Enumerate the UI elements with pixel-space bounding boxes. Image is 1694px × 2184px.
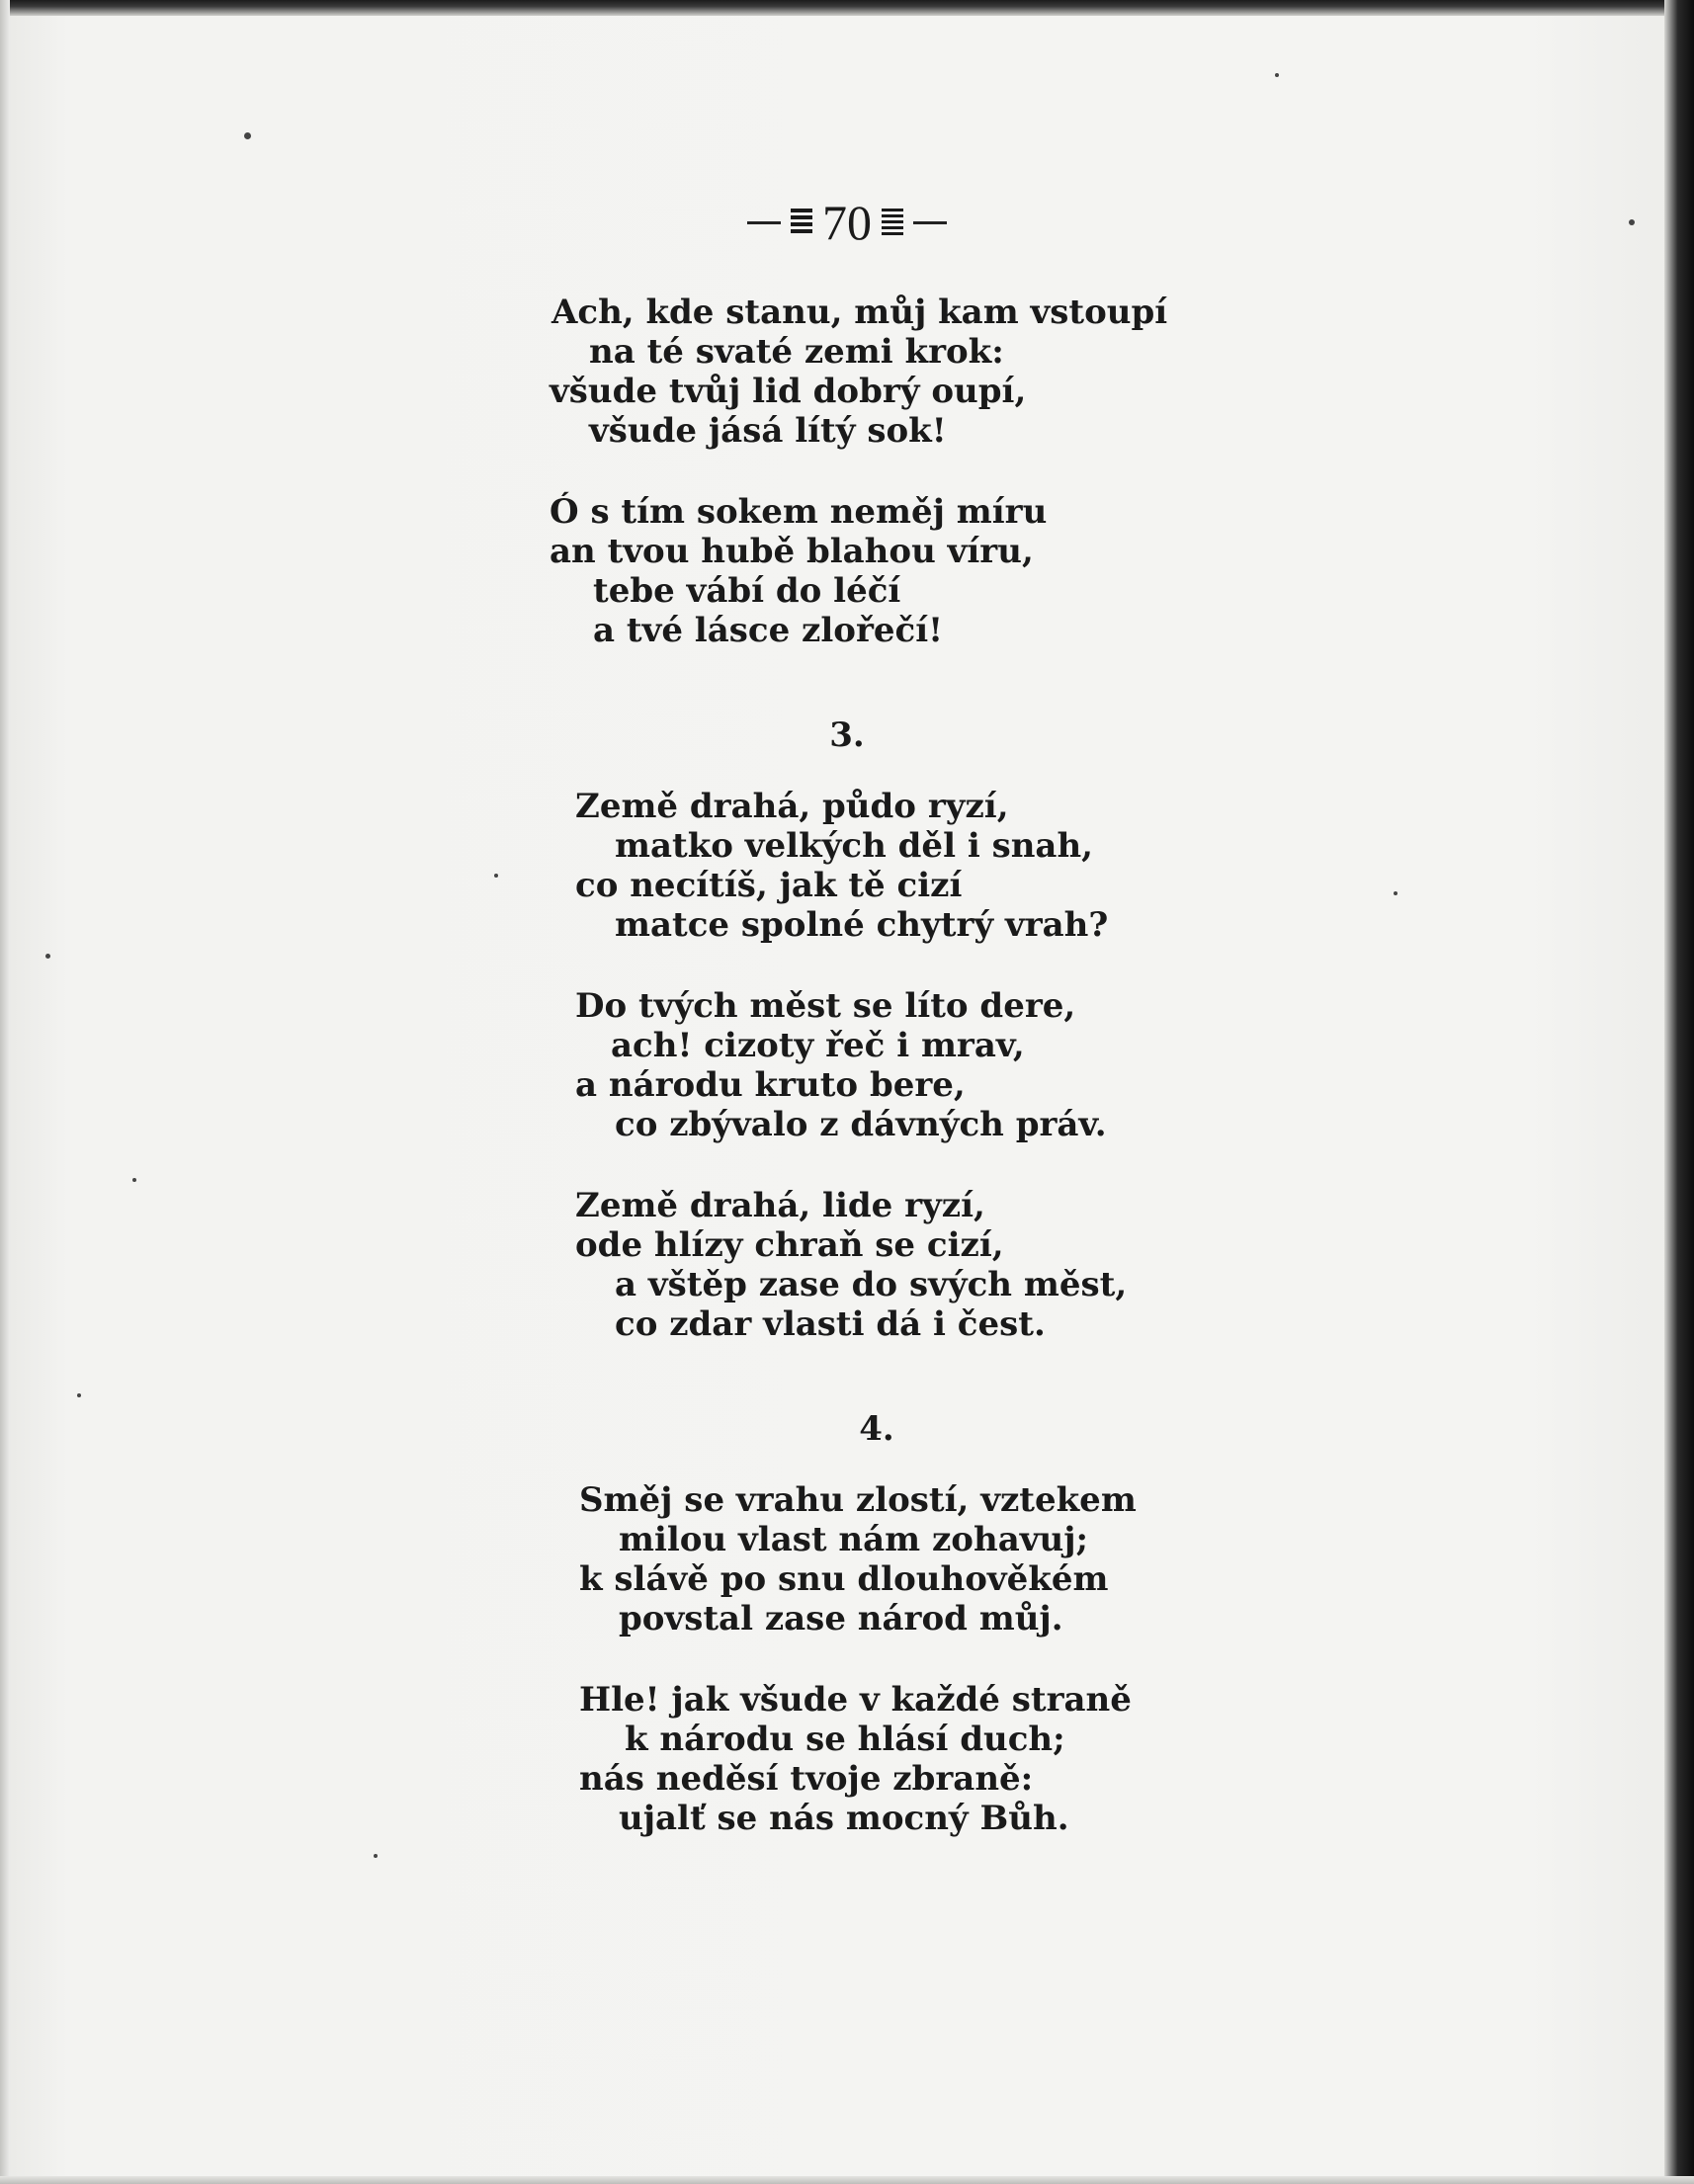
verse-line: Země drahá, lide ryzí,: [575, 1186, 985, 1225]
stanza: [579, 1480, 1241, 1638]
stanza: [579, 1680, 1241, 1838]
verse-line: co zbývalo z dávných práv.: [615, 1105, 1107, 1144]
verse-line: matce spolné chytrý vrah?: [615, 905, 1109, 945]
page-header: [0, 194, 1694, 251]
verse-line: Hle! jak všude v každé straně: [579, 1680, 1132, 1720]
verse-line: tebe vábí do léčí: [593, 571, 901, 611]
verse-line: k národu se hlásí duch;: [625, 1720, 1065, 1759]
stanza: [575, 787, 1241, 945]
page-top-edge: [0, 0, 1694, 16]
verse-line: Země drahá, půdo ryzí,: [575, 787, 1009, 826]
header-rule-right: [913, 221, 947, 224]
verse-line: a národu kruto bere,: [575, 1065, 966, 1105]
verse-line: ach! cizoty řeč i mrav,: [611, 1026, 1025, 1065]
verse-line: Směj se vrahu zlostí, vztekem: [579, 1480, 1137, 1520]
verse-line: a tvé lásce zlořečí!: [593, 611, 944, 650]
ornament-right-icon: [882, 209, 903, 236]
verse-line: Do tvých měst se líto dere,: [575, 986, 1076, 1026]
verse-line: co zdar vlasti dá i čest.: [615, 1304, 1046, 1344]
verse-line: Ach, kde stanu, můj kam vstoupí: [551, 293, 1168, 332]
verse-line: na té svaté zemi krok:: [589, 332, 1004, 372]
verse-line: ujalť se nás mocný Bůh.: [619, 1799, 1069, 1838]
verse-line: an tvou hubě blahou víru,: [550, 532, 1034, 571]
verse-line: a vštěp zase do svých měst,: [615, 1265, 1128, 1304]
page-right-edge: [1664, 0, 1694, 2184]
verse-line: milou vlast nám zohavuj;: [619, 1520, 1089, 1559]
verse-line: ode hlízy chraň se cizí,: [575, 1225, 1004, 1265]
verse-line: všude tvůj lid dobrý oupí,: [550, 372, 1027, 411]
header-rule-left: [747, 221, 781, 224]
section-number: 3.: [829, 715, 865, 755]
poem-text: [550, 293, 1241, 1880]
verse-line: k slávě po snu dlouhověkém: [579, 1559, 1109, 1599]
verse-line: Ó s tím sokem neměj míru: [550, 492, 1048, 532]
verse-line: všude jásá lítý sok!: [589, 411, 947, 451]
verse-line: matko velkých děl i snah,: [615, 826, 1094, 866]
page-bottom-edge: [0, 2176, 1694, 2184]
stanza: [575, 986, 1241, 1144]
verse-line: povstal zase národ můj.: [619, 1599, 1063, 1638]
stanza: [550, 293, 1241, 451]
stanza: [550, 492, 1241, 650]
verse-line: co necítíš, jak tě cizí: [575, 866, 963, 905]
page-number: 70: [822, 195, 872, 250]
stanza: [575, 1186, 1241, 1344]
page-left-edge: [0, 0, 10, 2184]
ornament-left-icon: [791, 209, 812, 236]
verse-line: nás neděsí tvoje zbraně:: [579, 1759, 1034, 1799]
section-number: 4.: [859, 1409, 894, 1449]
